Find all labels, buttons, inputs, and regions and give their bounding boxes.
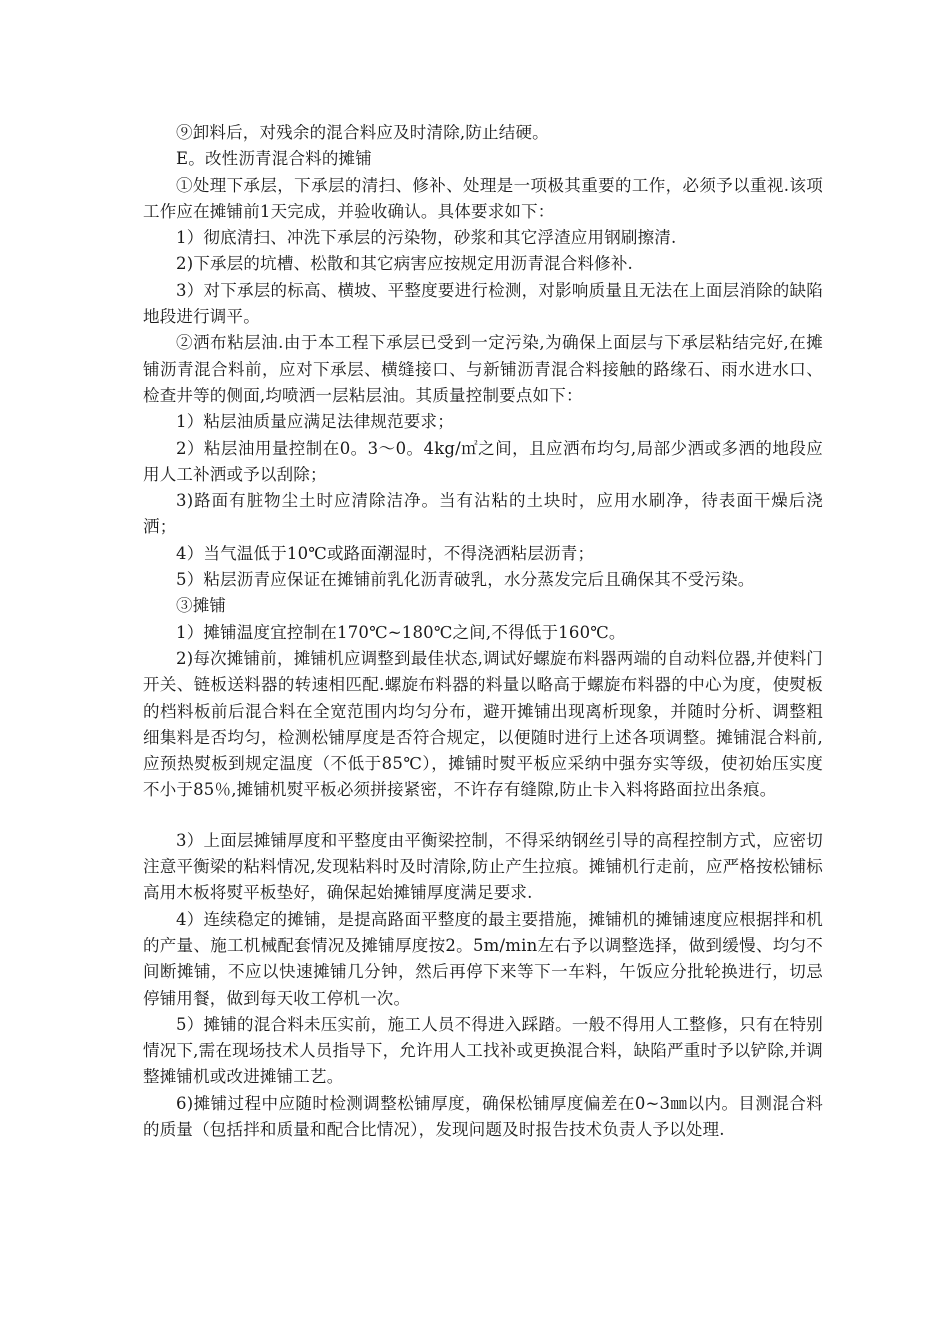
paragraph-base-leveling: 3）对下承层的标高、横坡、平整度要进行检测，对影响质量且无法在上面层消除的缺陷地段进行调平。 [143, 280, 823, 327]
paragraph-thickness-control: 3）上面层摊铺厚度和平整度由平衡梁控制，不得采纳钢丝引导的高程控制方式，应密切注意平衡梁的粘料情况,发现粘料时及时清除,防止产生拉痕。摊铺机行走前，应严格按松铺标高用木板将熨平板垫好，确保起始摊铺厚度满足要求. [143, 830, 823, 903]
paragraph-unloading-cleanup: ⑨卸料后，对残余的混合料应及时清除,防止结硬。 [176, 123, 549, 142]
paragraph-no-trampling: 5）摊铺的混合料未压实前，施工人员不得进入踩踏。一般不得用人工整修，只有在特别情况下,需在现场技术人员指导下，允许用人工找补或更换混合料，缺陷严重时予以铲除,并调整摊铺机或改进摊铺工艺。 [143, 1014, 823, 1087]
paragraph-surface-cleaning: 3)路面有脏物尘土时应清除洁净。当有沾粘的土块时，应用水刷净，待表面干燥后浇洒； [143, 491, 823, 537]
paragraph-temperature-limit: 4）当气温低于10℃或路面潮湿时，不得浇洒粘层沥青； [176, 543, 595, 563]
paragraph-continuous-paving: 4）连续稳定的摊铺，是提高路面平整度的最主要措施，摊铺机的摊铺速度应根据拌和机的产量、施工机械配套情况及摊铺厚度按2。5m/min左右予以调整选择，做到缓慢、均匀不间断摊铺，不应以快速摊铺几分钟，然后再停下来等下一车料，午饭应分批轮换进行，切忌停铺用餐，做到每天收工停机一次。 [143, 909, 823, 1008]
paragraph-tack-quality: 1）粘层油质量应满足法律规范要求； [176, 412, 454, 432]
paragraph-thickness-check: 6)摊铺过程中应随时检测调整松铺厚度，确保松铺厚度偏差在0~3㎜以内。目测混合料的质量（包括拌和质量和配合比情况），发现问题及时报告技术负责人予以处理. [143, 1093, 823, 1139]
paragraph-base-clean: 1）彻底清扫、冲洗下承层的污染物，砂浆和其它浮渣应用钢刷擦清. [176, 228, 677, 248]
section-heading-paving: ③摊铺 [176, 596, 227, 616]
paragraph-tack-amount: 2）粘层油用量控制在0。3～0。4kg/㎡之间，且应洒布均匀,局部少洒或多洒的地段应用人工补洒或予以刮除； [143, 438, 823, 484]
paragraph-emulsion-break: 5）粘层沥青应保证在摊铺前乳化沥青破乳，水分蒸发完后且确保其不受污染。 [176, 570, 755, 590]
paragraph-paving-temperature: 1）摊铺温度宜控制在170℃~180℃之间,不得低于160℃。 [176, 622, 626, 642]
paragraph-tack-coat: ②洒布粘层油.由于本工程下承层已受到一定污染,为确保上面层与下承层粘结完好,在摊铺沥青混合料前，应对下承层、横缝接口、与新铺沥青混合料接触的路缘石、雨水进水口、检查井等的侧面,均喷洒一层粘层油。其质量控制要点如下： [143, 333, 823, 405]
section-heading-modified-asphalt-paving: E。改性沥青混合料的摊铺 [176, 149, 372, 169]
paragraph-paver-adjustment: 2)每次摊铺前，摊铺机应调整到最佳状态,调试好螺旋布料器两端的自动料位器,并使料门开关、链板送料器的转速相匹配.螺旋布料器的料量以略高于螺旋布料器的中心为度，使熨板的档料板前后混合料在全宽范围内均匀分布，避开摊铺出现离析现象，并随时分析、调整粗细集料是否均匀，检测松铺厚度是否符合规定，以便随时进行上述各项调整。摊铺混合料前,应预热熨板到规定温度（不低于85℃），摊铺时熨平板应采纳中强夯实等级，使初始压实度不小于85％,摊铺机熨平板必须拼接紧密，不许存有缝隙,防止卡入料将路面拉出条痕。 [143, 648, 823, 800]
paragraph-base-repair: 2)下承层的坑槽、松散和其它病害应按规定用沥青混合料修补. [176, 254, 633, 274]
paragraph-treat-base-layer: ①处理下承层，下承层的清扫、修补、处理是一项极其重要的工作，必须予以重视.该项工作应在摊铺前1天完成，并验收确认。具体要求如下： [143, 175, 823, 221]
document-body [143, 120, 823, 1143]
